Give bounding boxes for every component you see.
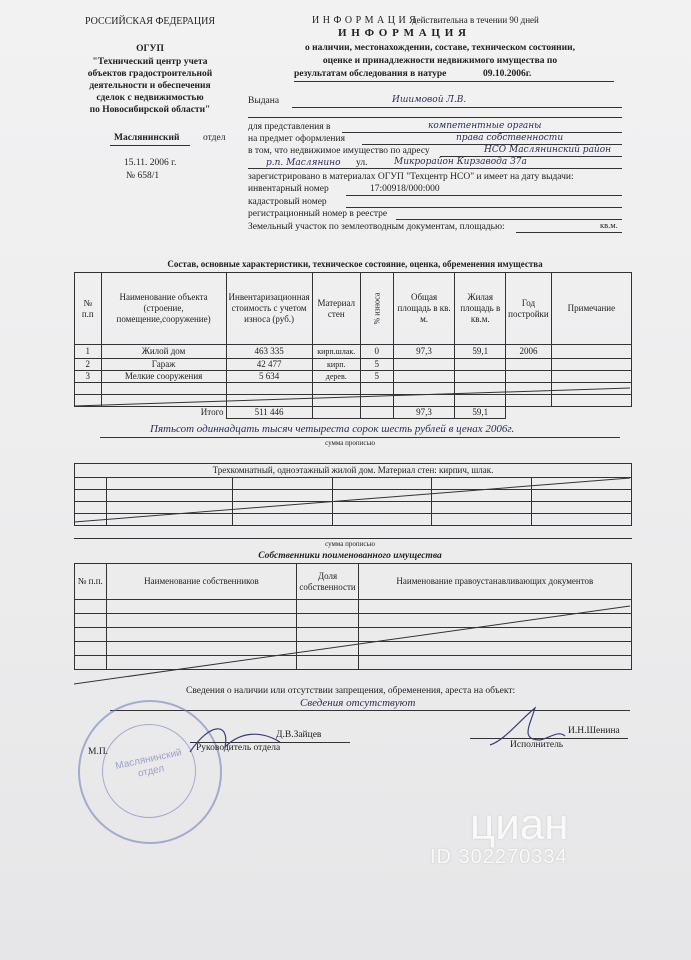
for-label: для представления в (248, 122, 331, 132)
owners-col-share: Доля собственности (297, 564, 358, 600)
cell (551, 359, 631, 371)
composition-title: Состав, основные характеристики, техническое состояние, оценка, обременения имущества (167, 259, 543, 269)
cell: Мелкие сооружения (101, 371, 226, 383)
description-strikeout-line (74, 476, 632, 526)
description-text: Трехкомнатный, одноэтажный жилой дом. Материал стен: кирпич, шлак. (75, 464, 632, 478)
col-header-wear: % износа (372, 292, 382, 325)
address-value-1: НСО Маслянинский район (484, 145, 612, 155)
dept-name: Маслянинский (114, 133, 180, 143)
subject-label: на предмет оформления (248, 134, 345, 144)
country-heading: РОССИЙСКАЯ ФЕДЕРАЦИЯ (84, 16, 216, 27)
mp-label: М.П. (88, 747, 109, 757)
land-label: Земельный участок по землеотводным документам, площадью: (248, 222, 505, 232)
owners-col-num: № п.п. (75, 564, 107, 600)
col-header-num: № п.п (75, 273, 102, 345)
table-strikeout-lines (74, 386, 632, 410)
cell: кирп.шлак. (312, 345, 360, 359)
cell (393, 359, 455, 371)
encumbrance-value: Сведения отсутствуют (300, 697, 416, 709)
exec-label: Исполнитель (510, 740, 564, 750)
org-full-line-5: по Новосибирской области" (89, 105, 211, 115)
col-header-year: Год постройки (506, 273, 552, 345)
cell: 0 (360, 345, 393, 359)
table-row (75, 371, 632, 383)
col-header-material: Материал стен (312, 273, 360, 345)
validity-text: действительна в течении 90 дней (412, 15, 539, 25)
for-value: компетентные органы (428, 121, 542, 131)
cell: 42 477 (226, 359, 312, 371)
cell: дерев. (312, 371, 360, 383)
street-value: Микрорайон Кирзавода 37а (394, 157, 527, 167)
registered-text: зарегистрировано в материалах ОГУП "Техцентр НСО" и имеет на дату выдачи: (248, 172, 574, 182)
cell: 1 (75, 345, 102, 359)
results-date: 09.10.2006г. (483, 69, 532, 79)
owners-col-name: Наименование собственников (106, 564, 297, 600)
dept-word: отдел (203, 133, 226, 143)
cell (455, 371, 506, 383)
watermark-brand: циан (470, 800, 569, 849)
cell: 2006 (506, 345, 552, 359)
cell: 97,3 (393, 345, 455, 359)
sum-caption: сумма прописью (325, 439, 375, 447)
col-header-name: Наименование объекта (строение, помещение,сооружение) (101, 273, 226, 345)
composition-header-row (75, 273, 632, 345)
total-cost: 511 446 (226, 407, 312, 419)
org-short-name: ОГУП (136, 44, 164, 54)
cell (551, 371, 631, 383)
total-living: 59,1 (455, 407, 506, 419)
total-area: 97,3 (393, 407, 455, 419)
org-full-line-4: сделок с недвижимостью (96, 93, 204, 103)
watermark-id: ID 302270334 (430, 846, 568, 868)
cell: 5 (360, 359, 393, 371)
col-header-cost: Инвентаризационная стоимость с учетом износа (руб.) (226, 273, 312, 345)
address-value-2: р.п. Маслянино (266, 158, 341, 168)
validity-prefix: И Н Ф О Р М А Ц И Я (312, 15, 417, 26)
org-full-line-3: деятельности и обеспечения (89, 81, 211, 91)
col-header-living: Жилая площадь в кв.м. (455, 273, 506, 345)
owners-header-row (75, 564, 632, 600)
table-row (75, 345, 632, 359)
col-header-note: Примечание (551, 273, 631, 345)
exec-name: И.Н.Шенина (568, 726, 620, 736)
org-full-line-1: "Технический центр учета (92, 57, 208, 67)
seal-center-text: Маслянинский отдел (114, 747, 183, 780)
sum-in-words: Пятьсот одиннадцать тысяч четыреста сорок шесть рублей в ценах 2006г. (150, 423, 515, 435)
cell: 5 634 (226, 371, 312, 383)
cell (551, 345, 631, 359)
cad-label: кадастровый номер (248, 197, 327, 207)
exec-signature (480, 700, 570, 760)
cell: кирп. (312, 359, 360, 371)
cell: 2 (75, 359, 102, 371)
owners-title: Собственники поименованного имущества (258, 551, 442, 561)
cell: 5 (360, 371, 393, 383)
org-full-line-2: объектов градостроительной (87, 69, 213, 79)
total-label: Итого (75, 407, 227, 419)
cell: Жилой дом (101, 345, 226, 359)
cell (506, 359, 552, 371)
owners-strikeout-line (74, 600, 632, 688)
issued-label: Выдана (248, 96, 280, 106)
owners-col-docs: Наименование правоустанавливающих документов (358, 564, 631, 600)
title-sub-1: о наличии, местонахождении, составе, техническом состоянии, (305, 43, 575, 53)
cell: 3 (75, 371, 102, 383)
inv-label: инвентарный номер (248, 184, 329, 194)
subject-value: права собственности (456, 133, 564, 143)
address-label: в том, что недвижимое имущество по адресу (248, 146, 430, 156)
street-label: ул. (356, 158, 368, 168)
cell (455, 359, 506, 371)
doc-number: № 658/1 (126, 171, 160, 181)
inv-value: 17:00918/000:000 (370, 184, 440, 194)
col-header-area: Общая площадь в кв. м. (393, 273, 455, 345)
cell: Гараж (101, 359, 226, 371)
results-label: результатам обследования в натуре (294, 69, 447, 79)
table-row (75, 359, 632, 371)
document-title: И Н Ф О Р М А Ц И Я (338, 27, 467, 39)
head-signature (180, 712, 300, 762)
encumbrance-label: Сведения о наличии или отсутствии запрещения, обременения, ареста на объект: (186, 686, 516, 696)
description-sum-caption: сумма прописью (325, 540, 375, 548)
cell: 463 335 (226, 345, 312, 359)
land-unit: кв.м. (600, 220, 618, 230)
cell (506, 371, 552, 383)
head-name: Д.В.Зайцев (276, 730, 322, 740)
reg-label: регистрационный номер в реестре (248, 209, 388, 219)
cell: 59,1 (455, 345, 506, 359)
issued-value: Ишимовой Л.В. (392, 95, 467, 105)
head-label: Руководитель отдела (196, 743, 281, 753)
doc-date: 15.11. 2006 г. (124, 158, 177, 168)
title-sub-2: оценке и принадлежности недвижимого имущества по (322, 56, 558, 66)
cell (393, 371, 455, 383)
